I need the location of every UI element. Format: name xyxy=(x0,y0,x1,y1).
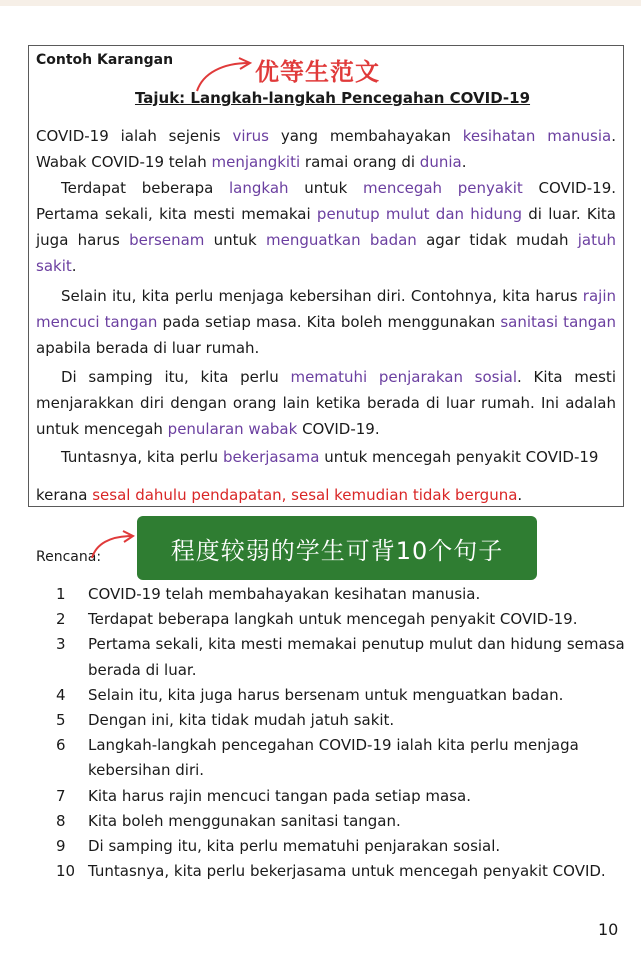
list-item xyxy=(56,607,636,632)
keyword: sanitasi tangan xyxy=(500,313,616,331)
list-text: Pertama sekali, kita mesti memakai penutup mulut dan hidung semasa berada di luar. xyxy=(88,635,625,679)
list-number: 4 xyxy=(56,685,66,704)
rencana-label: Rencana: xyxy=(36,549,102,565)
box-label: Contoh Karangan xyxy=(36,52,174,68)
keyword: mencegah penyakit xyxy=(363,179,523,197)
list-text: Selain itu, kita juga harus bersenam untuk menguatkan badan. xyxy=(88,685,564,704)
list-item xyxy=(56,733,636,783)
list-text: Kita harus rajin mencuci tangan pada setiap masa. xyxy=(88,786,471,805)
list-text: Langkah-langkah pencegahan COVID-19 ialah kita perlu menjaga kebersihan diri. xyxy=(88,736,579,780)
list-text: Dengan ini, kita tidak mudah jatuh sakit. xyxy=(88,711,395,730)
list-item xyxy=(56,632,636,682)
keyword: langkah xyxy=(229,179,289,197)
top-strip xyxy=(0,0,641,6)
keyword: bekerjasama xyxy=(222,448,320,466)
list-number: 10 xyxy=(56,862,76,881)
keyword: jatuh sakit xyxy=(36,231,616,275)
keyword: kesihatan manusia xyxy=(462,127,612,145)
keyword: rajin mencuci tangan xyxy=(36,287,616,331)
annotation-model-essay: 优等生范文 xyxy=(255,58,380,86)
list-item xyxy=(56,708,636,733)
keyword: mematuhi penjarakan sosial xyxy=(290,368,518,386)
list-number: 1 xyxy=(56,585,66,603)
essay-title: Tajuk: Langkah-langkah Pencegahan COVID-19 xyxy=(134,89,531,107)
keyword: bersenam xyxy=(129,231,205,249)
keyword: dunia xyxy=(419,153,462,171)
paragraph-1: COVID-19 ialah sejenis virus yang membahayakan kesihatan manusia. Wabak COVID-19 telah menjangkiti ramai orang di dunia. xyxy=(36,127,616,171)
keyword: penutup mulut dan hidung xyxy=(316,205,523,223)
list-number: 2 xyxy=(56,610,66,629)
keyword: penularan wabak xyxy=(167,420,298,438)
list-item xyxy=(56,834,636,859)
list-number: 6 xyxy=(56,736,66,755)
list-text: COVID-19 telah membahayakan kesihatan manusia. xyxy=(88,585,481,603)
paragraph-3: Selain itu, kita perlu menjaga kebersihan diri. Contohnya, kita harus rajin mencuci tangan pada setiap masa. Kita boleh menggunakan sanitasi tangan apabila berada di luar rumah. xyxy=(36,287,616,357)
paragraph-5-line-2: kerana sesal dahulu pendapatan, sesal kemudian tidak berguna. xyxy=(36,486,523,504)
paragraph-4: Di samping itu, kita perlu mematuhi penjarakan sosial. Kita mesti menjarakkan diri dengan orang lain ketika berada di luar rumah. Ini adalah untuk mencegah penularan wabak COVID-19. xyxy=(36,368,616,438)
list-item xyxy=(56,859,636,884)
proverb: sesal dahulu pendapatan, sesal kemudian tidak berguna xyxy=(92,486,518,504)
list-text: Kita boleh menggunakan sanitasi tangan. xyxy=(88,811,401,830)
list-number: 9 xyxy=(56,837,66,856)
annotation-weak-students: 程度较弱的学生可背10个句子 xyxy=(137,516,537,580)
list-item xyxy=(56,582,636,607)
keyword: menguatkan badan xyxy=(266,231,417,249)
paragraph-2: Terdapat beberapa langkah untuk mencegah penyakit COVID-19. Pertama sekali, kita mesti memakai penutup mulut dan hidung di luar. Kita juga harus bersenam untuk menguatkan badan agar tidak mudah jatuh sakit. xyxy=(36,179,617,275)
sentence-list xyxy=(56,582,636,884)
list-number: 5 xyxy=(56,711,66,730)
list-item xyxy=(56,683,636,708)
list-text: Di samping itu, kita perlu mematuhi penjarakan sosial. xyxy=(88,837,501,856)
paragraph-5-line-1: Tuntasnya, kita perlu bekerjasama untuk mencegah penyakit COVID-19 xyxy=(61,448,599,466)
list-text: Terdapat beberapa langkah untuk mencegah penyakit COVID-19. xyxy=(88,610,578,629)
list-item xyxy=(56,784,636,809)
list-text: Tuntasnya, kita perlu bekerjasama untuk mencegah penyakit COVID. xyxy=(88,862,606,881)
arrow-icon xyxy=(88,522,138,562)
list-number: 3 xyxy=(56,635,66,654)
list-number: 8 xyxy=(56,811,66,830)
keyword: virus xyxy=(232,127,270,145)
list-item xyxy=(56,809,636,834)
keyword: menjangkiti xyxy=(211,153,301,171)
list-number: 7 xyxy=(56,786,66,805)
page-number: 10 xyxy=(598,920,619,939)
